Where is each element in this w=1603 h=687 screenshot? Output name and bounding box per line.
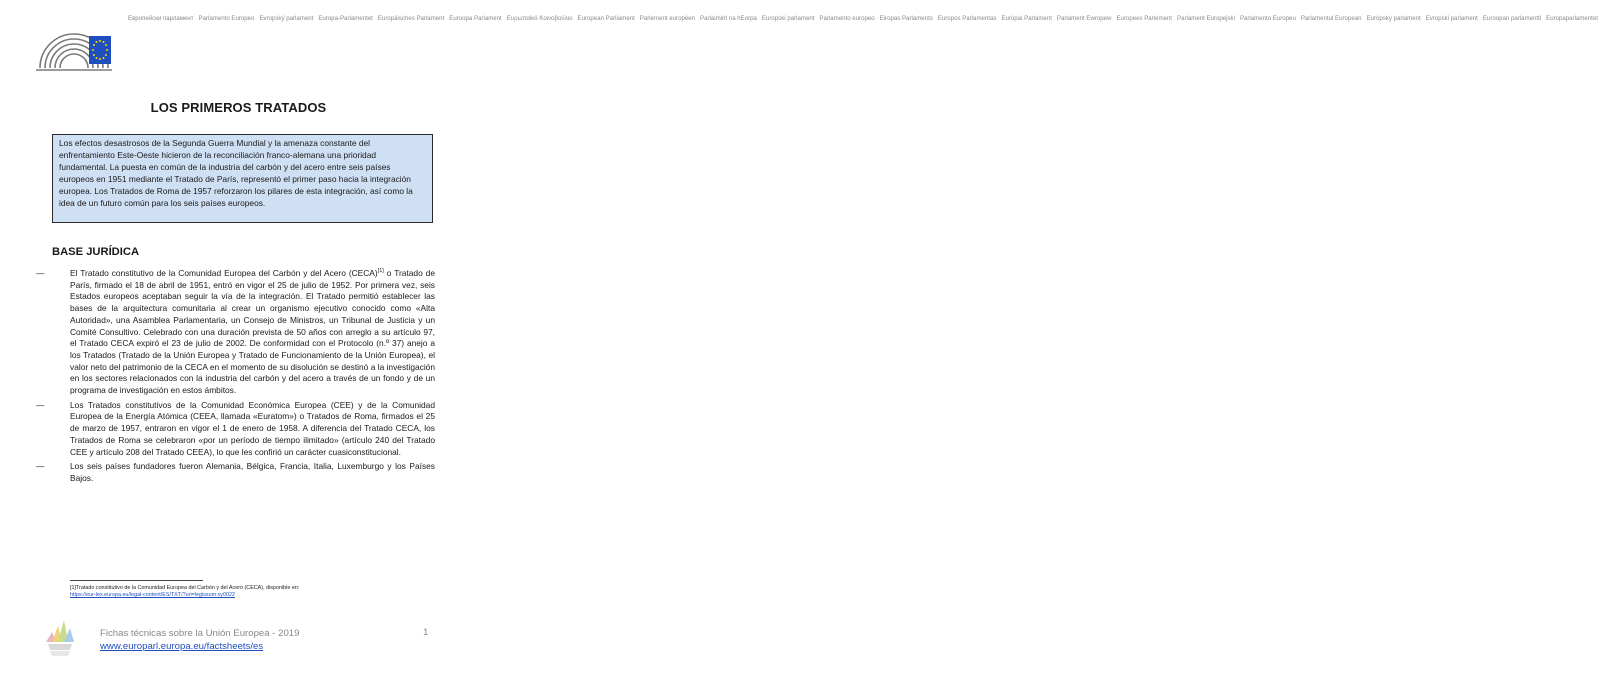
parliament-name: Evropský parlament: [259, 15, 314, 22]
section-title: BASE JURÍDICA: [52, 246, 140, 258]
parliament-name: Европейски парламент: [128, 15, 194, 22]
parliament-name: Parlement européen: [639, 15, 696, 22]
parliament-name: Parlamento europeo: [819, 15, 875, 22]
parliament-name: European Parliament: [577, 15, 635, 22]
dash-bullet: —: [36, 461, 45, 472]
parliament-name: Europa-Parlamentet: [318, 15, 373, 22]
list-item-text: El Tratado constitutivo de la Comunidad Europea del Carbón y del Acero (CECA)[1] o Tratado de París, firmado el 18 de abril de 1951, entró en vigor el 25 de julio de 1952. Por primera vez, seis Estados europeos aceptaban seguir la vía de la integración. El Tratado permitió establecer las bases de la arquitectura comunitaria al crear un organismo ejecutivo conocido como «Alta Autoridad», una Asamblea Parlamentaria, un Consejo de Ministros, un Tribunal de Justicia y un Comité Consultivo. Celebrado con una duración prevista de 50 años con arreglo a su artículo 97, el Tratado CECA expiró el 23 de julio de 2002. De conformidad con el Protocolo (n.º 37) anejo a los Tratados (Tratado de la Unión Europea y Tratado de Funcionamiento de la Unión Europea), el valor neto del patrimonio de la CECA en el momento de su disolución se destinó a la investigación en los sectores relacionados con la industria del carbón y del acero a través de un fondo y de un programa de investigación en estos ámbitos.: [70, 268, 436, 396]
footnote-text: [1]Tratado constitutivo de la Comunidad Europea del Carbón y del Acero (CECA), disponible en:: [70, 585, 300, 591]
footnote-link[interactable]: https://eur-lex.europa.eu/legal-content/ES/TXT/?uri=legissum:xy0022: [70, 592, 235, 598]
parliament-name: Parlament Europejski: [1177, 15, 1235, 22]
footer: [100, 627, 299, 653]
legal-basis-list: [35, 268, 435, 488]
factsheet-logo-icon: [40, 612, 80, 660]
parliament-name: Euroopan parlamentti: [1482, 15, 1542, 22]
dash-bullet: —: [36, 268, 45, 278]
list-item: [35, 268, 435, 397]
intro-box: Los efectos desastrosos de la Segunda Guerra Mundial y la amenaza constante del enfrentamiento Este-Oeste hicieron de la reconciliación franco-alemana una prioridad fundamental. La puesta en común de la industria del carbón y del acero entre seis países europeos en 1951 mediante el Tratado de París, representó el primer paso hacia la integración europea. Los Tratados de Roma de 1957 reforzaron los pilares de esta integración, así como la idea de un futuro común para los seis países europeos.: [52, 134, 433, 223]
parliament-names: [128, 14, 1598, 24]
list-item: [35, 461, 435, 484]
parliament-name: Parlamento Europeo: [198, 15, 255, 22]
parliament-name: Eiropas Parlaments: [879, 15, 933, 22]
parliament-name: Parlamento Europeu: [1239, 15, 1296, 22]
list-item-text: Los Tratados constitutivos de la Comunidad Económica Europea (CEE) y de la Comunidad Europea de la Energía Atómica (CEEA, llamada «Euratom») o Tratados de Roma, firmados el 25 de marzo de 1957, entraron en vigor el 1 de enero de 1958. A diferencia del Tratado CECA, los Tratados de Roma se celebraron «por un período de tiempo ilimitado» (artículo 240 del Tratado CEE y artículo 208 del Tratado CEEA), lo que les confirió un carácter cuasiconstitucional.: [70, 399, 435, 457]
footer-link[interactable]: www.europarl.europa.eu/factsheets/es: [100, 641, 264, 652]
page-title: LOS PRIMEROS TRATADOS: [150, 100, 327, 115]
parliament-name: Euroopa Parlament: [449, 15, 502, 22]
parliament-name: Europaparlamentet: [1546, 15, 1598, 22]
dash-bullet: —: [36, 399, 45, 410]
parliament-name: Europäisches Parlament: [377, 15, 445, 22]
parliament-name: Europees Parlement: [1116, 15, 1173, 22]
parliament-name: Európsky parlament: [1366, 15, 1421, 22]
parliament-name: Parlament Ewropew: [1056, 15, 1112, 22]
parliament-name: Europski parlament: [761, 15, 815, 22]
parliament-name: Parlaimint na hEorpa: [700, 15, 757, 22]
footnote: [70, 585, 440, 599]
parliament-name: Evropski parlament: [1425, 15, 1478, 22]
page-header: [34, 14, 1598, 84]
european-parliament-logo: [34, 30, 114, 74]
parliament-name: Európai Parlament: [1001, 15, 1052, 22]
list-item-text: Los seis países fundadores fueron Alemania, Bélgica, Francia, Italia, Luxemburgo y los Países Bajos.: [70, 461, 435, 483]
footnote-divider: [70, 580, 203, 581]
parliament-name: Ευρωπαϊκό Κοινοβούλιο: [506, 15, 573, 22]
footnote-reference[interactable]: [1]: [377, 268, 384, 275]
page-number: 1: [423, 627, 429, 638]
parliament-name: Parlamentul European: [1300, 15, 1362, 22]
parliament-name: Europos Parlamentas: [937, 15, 997, 22]
list-item: [35, 400, 435, 459]
footer-title: Fichas técnicas sobre la Unión Europea - 2019: [100, 628, 300, 639]
